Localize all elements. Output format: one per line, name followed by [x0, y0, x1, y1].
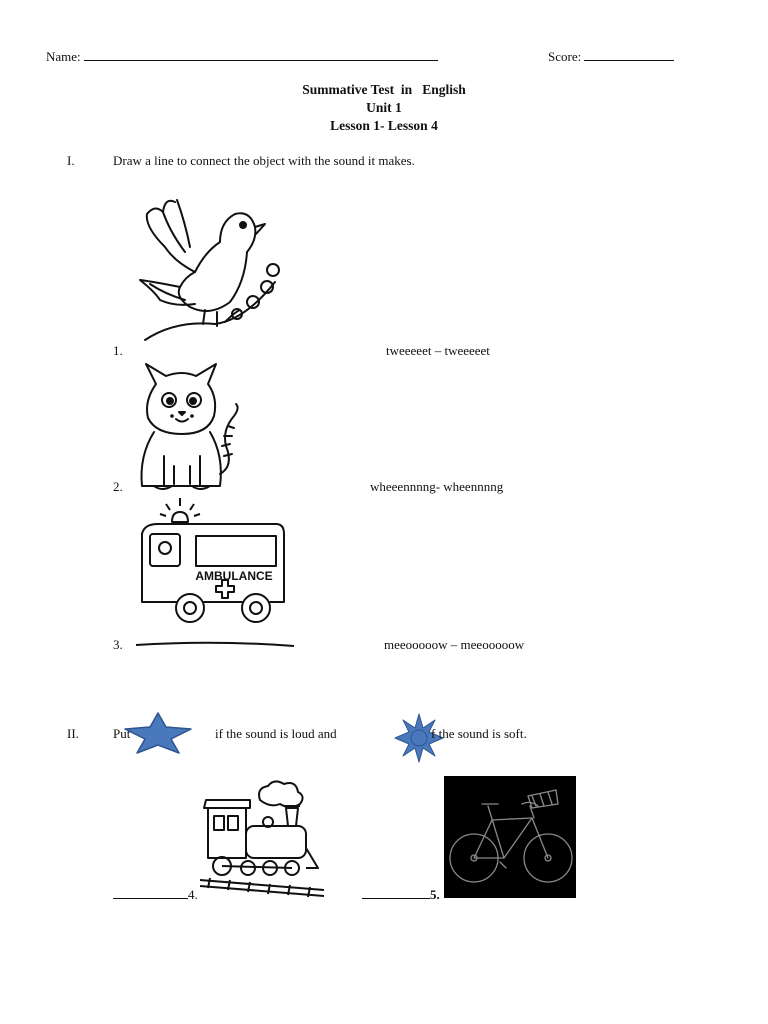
bicycle-image-frame: [444, 776, 576, 898]
part1-instruction: Draw a line to connect the object with the sound it makes.: [113, 153, 415, 168]
item-number-2: 2.: [113, 479, 123, 494]
name-label: Name:: [46, 49, 81, 64]
item-number-1: 1.: [113, 343, 123, 358]
train-icon[interactable]: [200, 778, 325, 898]
lesson-title: Lesson 1- Lesson 4: [330, 118, 438, 133]
score-label: Score:: [548, 49, 582, 64]
answer-line-5[interactable]: [362, 898, 430, 899]
item-number-4: 4.: [188, 887, 198, 902]
part2-text-put: Put: [113, 726, 131, 741]
part2-roman: II.: [67, 726, 79, 741]
name-blank[interactable]: [84, 60, 438, 61]
ground-line: [134, 640, 304, 648]
answer-blank-4[interactable]: [113, 887, 198, 903]
part2-text-soft: f the sound is soft.: [431, 726, 527, 741]
name-field[interactable]: [46, 49, 438, 65]
sound-label-3[interactable]: meeooooow – meeooooow: [384, 637, 525, 652]
answer-blank-5[interactable]: [362, 887, 440, 903]
sound-label-2[interactable]: wheeennnng- wheennnng: [370, 479, 504, 494]
sound-label-1[interactable]: tweeeeet – tweeeeet: [386, 343, 490, 358]
part1-roman: I.: [67, 153, 75, 168]
score-field[interactable]: [548, 49, 674, 65]
bird-icon[interactable]: [135, 192, 285, 352]
item-number-5: 5.: [430, 887, 440, 902]
part2-text-loud: if the sound is loud and: [215, 726, 337, 741]
test-title: Summative Test in English: [302, 82, 466, 97]
bicycle-icon[interactable]: [444, 776, 576, 898]
answer-line-4[interactable]: [113, 898, 188, 899]
ambulance-vehicle-label: AMBULANCE: [195, 569, 273, 583]
unit-title: Unit 1: [366, 100, 402, 115]
item-number-3: 3.: [113, 637, 123, 652]
cat-icon[interactable]: [134, 356, 244, 496]
score-blank[interactable]: [584, 60, 674, 61]
ambulance-icon[interactable]: [136, 494, 296, 634]
loud-star-icon: [123, 711, 193, 753]
